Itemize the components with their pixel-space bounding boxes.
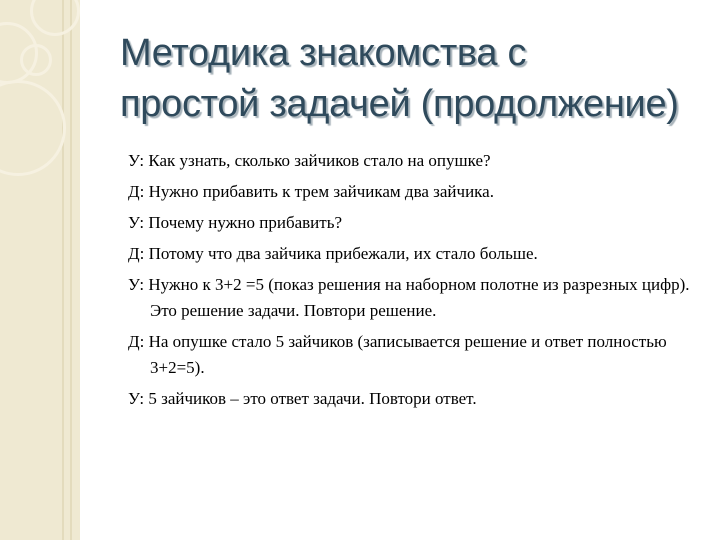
dialogue-line: У: 5 зайчиков – это ответ задачи. Повтори ответ. bbox=[128, 389, 477, 408]
dialogue-line: У: Почему нужно прибавить? bbox=[128, 213, 343, 232]
dialogue-line: У: Как узнать, сколько зайчиков стало на опушке? bbox=[128, 151, 491, 170]
dialogue-line: Д: Потому что два зайчика прибежали, их стало больше. bbox=[128, 244, 538, 263]
strip-line bbox=[62, 0, 64, 540]
title-line: простой задачей (продолжение) bbox=[120, 83, 679, 125]
decorative-circle bbox=[20, 44, 52, 76]
decorative-circle bbox=[0, 80, 66, 176]
strip-line bbox=[70, 0, 72, 540]
slide-title bbox=[120, 28, 700, 130]
decorative-circle bbox=[30, 0, 80, 36]
dialogue-line: Д: На опушке стало 5 зайчиков (записывается решение и ответ полностью 3+2=5). bbox=[128, 332, 667, 377]
decorative-side-strip bbox=[0, 0, 80, 540]
dialogue-line: У: Нужно к 3+2 =5 (показ решения на наборном полотне из разрезных цифр). Это решение задачи. Повтори решение. bbox=[128, 275, 690, 320]
dialogue-line: Д: Нужно прибавить к трем зайчикам два зайчика. bbox=[128, 182, 494, 201]
title-line: Методика знакомства с bbox=[120, 32, 527, 74]
dialogue-list bbox=[128, 148, 698, 417]
